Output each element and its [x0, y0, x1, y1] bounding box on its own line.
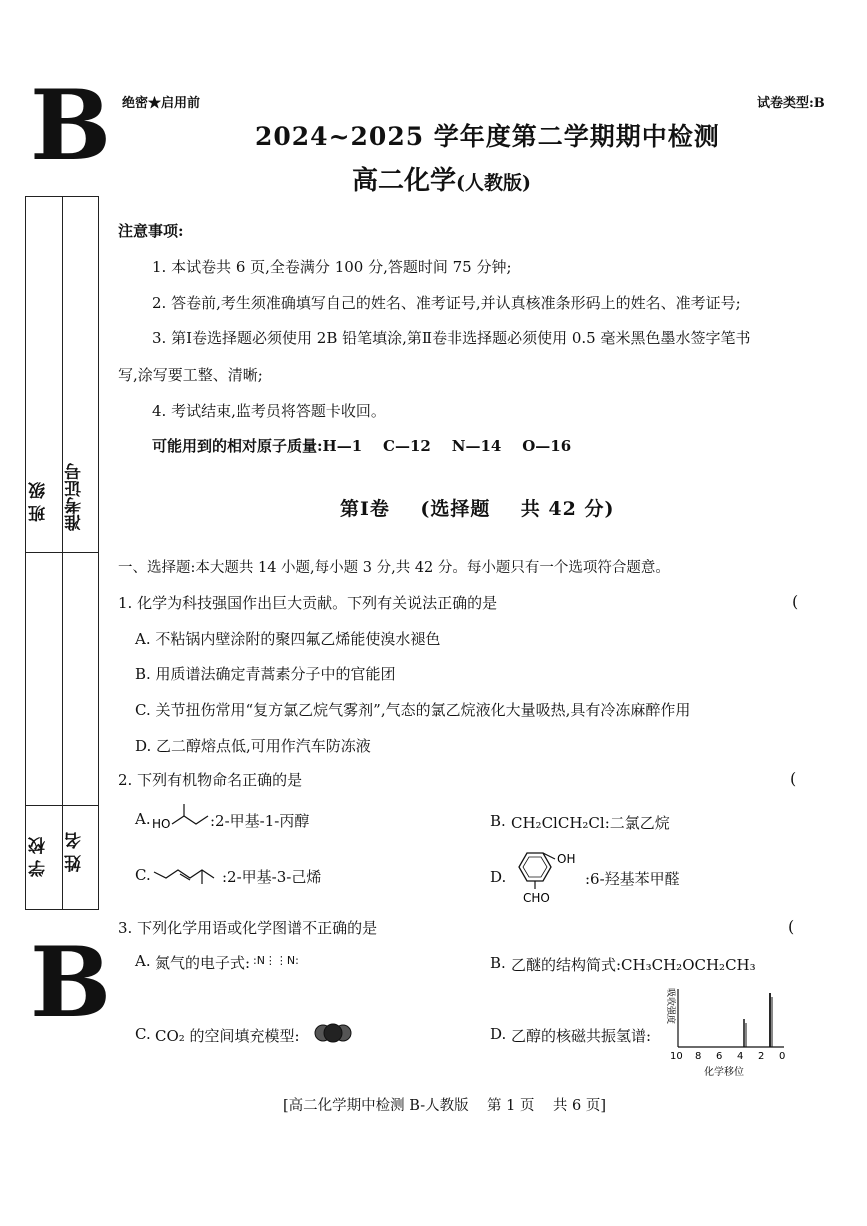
question-2-answer-paren[interactable]: ( [790, 769, 797, 788]
exam-no-field-label: 准考证号 [65, 463, 85, 531]
nmr-spectrum [662, 985, 797, 1080]
school-field-label: 学 校 [29, 837, 49, 877]
q3-option-a-formula: :N⋮⋮N: [253, 954, 299, 967]
q3-option-b-letter: B. [490, 954, 506, 972]
q2-option-a-structure [150, 800, 210, 834]
q3-option-a-letter: A. [135, 952, 151, 970]
q1-option-d: D. 乙二醇熔点低,可用作汽车防冻液 [135, 737, 371, 755]
part-intro: 一、选择题:本大题共 14 小题,每小题 3 分,共 42 分。每小题只有一个选项符合题意。 [118, 560, 670, 576]
q2-option-c-letter: C. [135, 866, 151, 884]
q3-option-c-letter: C. [135, 1025, 151, 1043]
q2d-oh-label: OH [557, 852, 576, 866]
skeletal-formula-2-methyl-1-propanol [150, 800, 210, 834]
confidential-label: 绝密★启用前 [122, 96, 201, 111]
class-field-label: 班 级 [29, 482, 49, 522]
q2a-ho-label: HO [152, 817, 171, 831]
exam-title: 2024~2025 学年度第二学期期中检测 [255, 122, 720, 151]
q2-option-c-text: :2-甲基-3-己烯 [222, 868, 322, 886]
nmr-tick-8: 8 [695, 1051, 702, 1062]
note-item-3: 3. 第Ⅰ卷选择题必须使用 2B 铅笔填涂,第Ⅱ卷非选择题必须使用 0.5 毫米黑色墨水签字笔书 [152, 329, 751, 347]
question-3-answer-paren[interactable]: ( [788, 917, 795, 936]
note-item-1: 1. 本试卷共 6 页,全卷满分 100 分,答题时间 75 分钟; [152, 258, 512, 276]
q2-option-c-structure [152, 856, 222, 888]
q3-option-a-text: 氮气的电子式: [155, 954, 251, 972]
nmr-ylabel: 吸收强度 [665, 988, 675, 1025]
q2-option-a-text: :2-甲基-1-丙醇 [210, 812, 310, 830]
binding-info-box [25, 196, 99, 910]
corner-mark-bottom: B [30, 926, 112, 1039]
skeletal-formula-hexene [152, 856, 222, 888]
q1-option-a: A. 不粘锅内壁涂附的聚四氟乙烯能使溴水褪色 [135, 630, 441, 648]
q1-option-c: C. 关节扭伤常用“复方氯乙烷气雾剂”,气态的氯乙烷液化大量吸热,具有冷冻麻醉作用 [135, 701, 691, 719]
subject-name: 高二化学 [352, 166, 457, 196]
page-footer: [高二化学期中检测 B-人教版 第 1 页 共 6 页] [283, 1098, 607, 1114]
q2-option-d-letter: D. [490, 868, 507, 886]
q2-option-b-text: CH₂ClCH₂Cl:二氯乙烷 [511, 814, 670, 832]
q3-option-b-text: 乙醚的结构简式:CH₃CH₂OCH₂CH₃ [511, 956, 756, 974]
nmr-xlabel: 化学移位 [704, 1067, 744, 1078]
section-title: 第Ⅰ卷 (选择题 共 42 分) [340, 498, 615, 520]
co2-space-filling-model [313, 1022, 353, 1044]
atomic-masses: 可能用到的相对原子质量:H—1 C—12 N—14 O—16 [152, 437, 572, 455]
nmr-tick-0: 0 [779, 1051, 786, 1062]
question-1-answer-paren[interactable]: ( [792, 592, 799, 611]
nmr-tick-10: 10 [670, 1051, 683, 1062]
note-item-3-cont: 写,涂写要工整、清晰; [118, 366, 263, 384]
co2-model-icon [313, 1022, 353, 1044]
question-3-stem: 3. 下列化学用语或化学图谱不正确的是 [118, 919, 378, 937]
nmr-tick-6: 6 [716, 1051, 723, 1062]
note-item-4: 4. 考试结束,监考员将答题卡收回。 [152, 402, 386, 420]
question-2-stem: 2. 下列有机物命名正确的是 [118, 771, 303, 789]
q2-option-d-structure [505, 845, 585, 905]
nmr-tick-4: 4 [737, 1051, 744, 1062]
name-field-label: 姓 名 [65, 832, 85, 872]
q2-option-d-text: :6-羟基苯甲醛 [585, 870, 680, 888]
q1-option-b: B. 用质谱法确定青蒿素分子中的官能团 [135, 665, 396, 683]
nmr-spectrum-graph [662, 985, 797, 1080]
corner-mark-top: B [30, 69, 112, 182]
q2d-cho-label: CHO [523, 891, 550, 905]
nmr-tick-2: 2 [758, 1051, 765, 1062]
exam-subtitle [352, 160, 531, 197]
notes-heading: 注意事项: [118, 222, 184, 240]
q3-option-d-text: 乙醇的核磁共振氢谱: [511, 1027, 652, 1045]
note-item-2: 2. 答卷前,考生须准确填写自己的姓名、准考证号,并认真核准条形码上的姓名、准考证号; [152, 294, 741, 312]
paper-type-label: 试卷类型:B [757, 96, 825, 111]
benzene-ring-structure [505, 845, 585, 905]
q3-option-d-letter: D. [490, 1025, 507, 1043]
q2-option-b-letter: B. [490, 812, 506, 830]
q3-option-c-text: CO₂ 的空间填充模型: [155, 1027, 300, 1045]
question-1-stem: 1. 化学为科技强国作出巨大贡献。下列有关说法正确的是 [118, 594, 498, 612]
q2-option-a-letter: A. [135, 810, 151, 828]
edition-label: (人教版) [456, 172, 531, 194]
